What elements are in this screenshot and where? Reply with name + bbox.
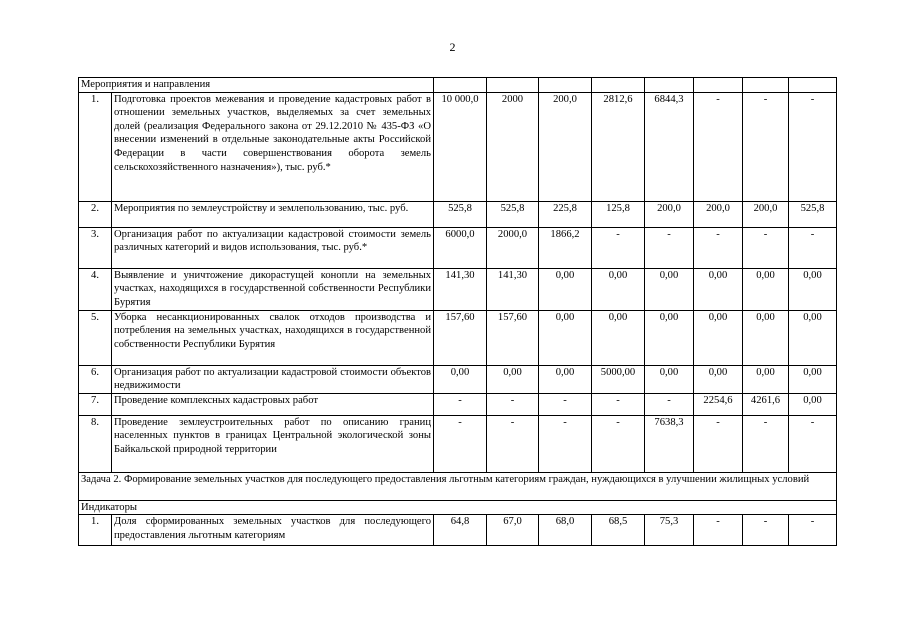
value-cell: - — [592, 393, 645, 415]
value-cell: 2000,0 — [487, 227, 539, 268]
section-title: Мероприятия и направления — [79, 78, 434, 93]
row-description: Проведение землеустроительных работ по описанию границ населенных пунктов в границах Центральной экологической зоны Байкальской природной территории — [112, 415, 434, 472]
value-cell: - — [743, 92, 789, 201]
table-row — [79, 415, 837, 472]
value-cell: - — [539, 393, 592, 415]
table-row — [79, 92, 837, 201]
value-cell: 0,00 — [789, 268, 837, 310]
value-cell: 0,00 — [592, 310, 645, 365]
row-number: 1. — [79, 515, 112, 546]
value-cell: 157,60 — [487, 310, 539, 365]
value-cell: 157,60 — [434, 310, 487, 365]
value-cell: 2000 — [487, 92, 539, 201]
value-cell: - — [694, 92, 743, 201]
table-row — [79, 365, 837, 393]
value-cell: 4261,6 — [743, 393, 789, 415]
value-cell: 0,00 — [694, 365, 743, 393]
row-number: 4. — [79, 268, 112, 310]
value-cell: - — [789, 415, 837, 472]
value-cell: 0,00 — [539, 310, 592, 365]
value-cell: 64,8 — [434, 515, 487, 546]
row-description: Подготовка проектов межевания и проведение кадастровых работ в отношении земельных участков, выделяемых за счет земельных долей (реализация Федерального закона от 29.12.2010 № 435-ФЗ «О внесении изменений в отдельные законодательные акты Российской Федерации в части совершенствования оборота земель сельскохозяйственного назначения»), тыс. руб.* — [112, 92, 434, 201]
value-cell: - — [694, 515, 743, 546]
row-description: Выявление и уничтожение дикорастущей конопли на земельных участках, находящихся в государственной собственности Республики Бурятия — [112, 268, 434, 310]
value-cell: 200,0 — [645, 201, 694, 227]
value-cell: 2254,6 — [694, 393, 743, 415]
value-cell: 0,00 — [645, 268, 694, 310]
row-number: 5. — [79, 310, 112, 365]
value-cell: - — [694, 415, 743, 472]
value-cell: 68,0 — [539, 515, 592, 546]
value-cell: - — [487, 415, 539, 472]
task-title: Задача 2. Формирование земельных участков для последующего предоставления льготным категориям граждан, нуждающихся в улучшении жилищных условий — [79, 472, 837, 500]
value-cell: 0,00 — [789, 393, 837, 415]
value-cell: 0,00 — [743, 365, 789, 393]
value-cell: - — [592, 227, 645, 268]
row-number: 3. — [79, 227, 112, 268]
value-cell: - — [789, 227, 837, 268]
value-cell: - — [539, 415, 592, 472]
value-cell: 6000,0 — [434, 227, 487, 268]
value-cell: 6844,3 — [645, 92, 694, 201]
row-number: 8. — [79, 415, 112, 472]
value-cell: - — [487, 393, 539, 415]
table-row — [79, 515, 837, 546]
value-cell: 0,00 — [539, 268, 592, 310]
row-number: 7. — [79, 393, 112, 415]
row-description: Организация работ по актуализации кадастровой стоимости земель различных категорий и видов использования, тыс. руб.* — [112, 227, 434, 268]
value-cell: 125,8 — [592, 201, 645, 227]
value-cell: 225,8 — [539, 201, 592, 227]
value-cell: 0,00 — [434, 365, 487, 393]
value-cell: - — [645, 393, 694, 415]
value-cell: 0,00 — [592, 268, 645, 310]
section-row-indicators — [79, 500, 837, 515]
value-cell: 200,0 — [539, 92, 592, 201]
table-row — [79, 393, 837, 415]
row-description: Доля сформированных земельных участков для последующего предоставления льготным категориям — [112, 515, 434, 546]
page-number: 2 — [449, 40, 456, 54]
value-cell: 141,30 — [487, 268, 539, 310]
section-title: Индикаторы — [79, 500, 837, 515]
value-cell: 0,00 — [743, 268, 789, 310]
value-cell: 67,0 — [487, 515, 539, 546]
value-cell: 0,00 — [743, 310, 789, 365]
section-row-events — [79, 78, 837, 93]
value-cell: - — [434, 393, 487, 415]
table-row — [79, 201, 837, 227]
table-row — [79, 268, 837, 310]
row-description: Организация работ по актуализации кадастровой стоимости объектов недвижимости — [112, 365, 434, 393]
value-cell: - — [434, 415, 487, 472]
value-cell: 0,00 — [694, 310, 743, 365]
task-row — [79, 472, 837, 500]
value-cell: - — [789, 92, 837, 201]
value-cell: 2812,6 — [592, 92, 645, 201]
row-description: Проведение комплексных кадастровых работ — [112, 393, 434, 415]
value-cell: 1866,2 — [539, 227, 592, 268]
row-number: 1. — [79, 92, 112, 201]
row-number: 2. — [79, 201, 112, 227]
value-cell: 0,00 — [789, 365, 837, 393]
value-cell: 141,30 — [434, 268, 487, 310]
value-cell: 68,5 — [592, 515, 645, 546]
value-cell: - — [645, 227, 694, 268]
value-cell: - — [694, 227, 743, 268]
value-cell: - — [743, 415, 789, 472]
value-cell: 525,8 — [434, 201, 487, 227]
row-description: Уборка несанкционированных свалок отходов производства и потребления на земельных участках, находящихся в государственной собственности Республики Бурятия — [112, 310, 434, 365]
value-cell: 200,0 — [743, 201, 789, 227]
value-cell: 75,3 — [645, 515, 694, 546]
row-description: Мероприятия по землеустройству и землепользованию, тыс. руб. — [112, 201, 434, 227]
value-cell: 10 000,0 — [434, 92, 487, 201]
value-cell: - — [743, 515, 789, 546]
value-cell: 5000,00 — [592, 365, 645, 393]
value-cell: 0,00 — [789, 310, 837, 365]
value-cell: 200,0 — [694, 201, 743, 227]
value-cell: 0,00 — [487, 365, 539, 393]
value-cell: 0,00 — [539, 365, 592, 393]
value-cell: 525,8 — [789, 201, 837, 227]
row-number: 6. — [79, 365, 112, 393]
value-cell: 0,00 — [645, 365, 694, 393]
value-cell: - — [743, 227, 789, 268]
value-cell: 0,00 — [645, 310, 694, 365]
value-cell: 525,8 — [487, 201, 539, 227]
table-row — [79, 310, 837, 365]
value-cell: 0,00 — [694, 268, 743, 310]
value-cell: - — [789, 515, 837, 546]
value-cell: 7638,3 — [645, 415, 694, 472]
table-row — [79, 227, 837, 268]
program-table — [78, 77, 837, 546]
value-cell: - — [592, 415, 645, 472]
